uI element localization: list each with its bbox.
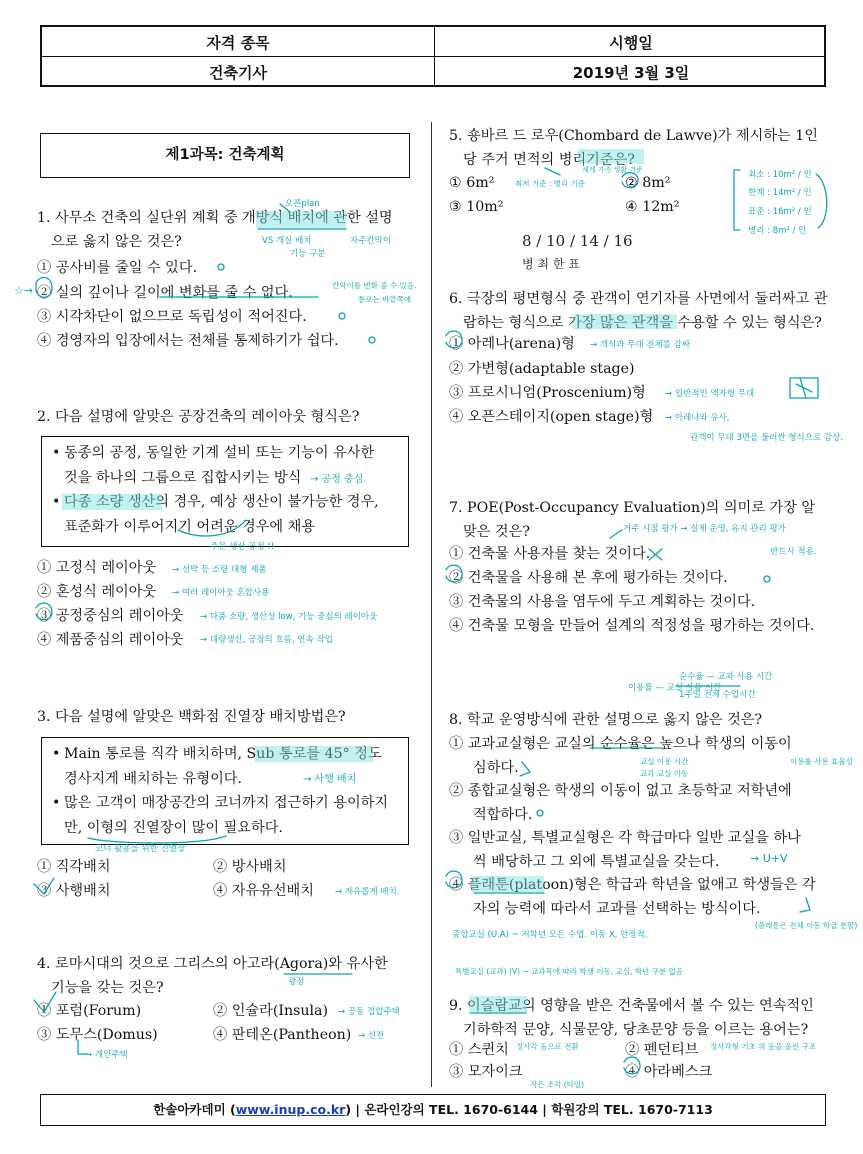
- q7-mark-2: [764, 576, 770, 582]
- q4-domus-arrow: [78, 1040, 88, 1054]
- q8-option-3-line2: 씩 배당하고 그 외에 특별교실을 갖는다.: [473, 854, 720, 870]
- q8-option-2-line1: ② 종합교실형은 학생의 이동이 없고 초등학교 저학년에: [449, 783, 792, 799]
- footer-website-link[interactable]: www.inup.co.kr: [235, 1102, 346, 1117]
- q7-line2: 맞은 것은?: [463, 524, 530, 540]
- q3-answer-check: [34, 878, 54, 894]
- q6-answer-circle: [446, 331, 462, 348]
- anno-q2-b1: → 공정 중심.: [310, 474, 367, 485]
- q8-option-4-line1: ④ 플래툰(platoon)형은 학급과 학년을 없애고 학생들은 각: [449, 877, 816, 893]
- q9-answer-circle: [624, 1057, 640, 1074]
- anno-q6-o4b: 관객이 무대 3면을 둘러싼 형식으로 감상.: [690, 433, 843, 443]
- anno-q3-b1: → 사행 배치: [303, 774, 357, 785]
- q9-option-4[interactable]: ④ 아라베스크: [625, 1064, 713, 1080]
- anno-q2-o2: → 여러 레이아웃 혼합사용: [172, 588, 270, 598]
- q3-curve: [88, 836, 226, 843]
- star-mark: ☆→: [14, 284, 34, 297]
- q6-line1: 6. 극장의 평면형식 중 관객이 연기자를 사면에서 둘러싸고 관: [449, 291, 828, 307]
- q3-box-line2a: 많은 고객이 매장공간의 코너까지 접근하기 용이하지: [64, 795, 389, 811]
- q4-line1: 4. 로마시대의 것으로 그리스의 아고라(Agora)와 유사한: [37, 956, 388, 972]
- footer-bar: [40, 1094, 826, 1126]
- header-date-label: 시행일: [609, 34, 653, 52]
- q6-line2: 람하는 형식으로 가장 많은 관객을 수용할 수 있는 형식은?: [463, 315, 822, 331]
- q1-option-1[interactable]: ① 공사비를 줄일 수 있다.: [37, 260, 198, 276]
- anno-q5-seq2: 병 최 한 표: [522, 257, 580, 271]
- footer-close: ): [345, 1102, 352, 1117]
- anno-q6-o1: → 객석과 무대 전체를 감싸: [590, 340, 691, 350]
- q4-option-3[interactable]: ③ 도무스(Domus): [37, 1027, 158, 1043]
- anno-q8-top2: 1주일 전체 수업시간: [679, 690, 756, 700]
- q9-line1: 9. 이슬람교의 영향을 받은 건축물에서 볼 수 있는 연속적인: [449, 998, 814, 1014]
- q4-option-2[interactable]: ② 인슐라(Insula): [213, 1003, 329, 1019]
- q5-option-1[interactable]: ① 6m²: [449, 175, 495, 191]
- q7-answer-circle: [446, 565, 462, 582]
- q8-mark-1: [520, 762, 530, 776]
- q6-option-3[interactable]: ③ 프로시니엄(Proscenium)형: [449, 385, 646, 401]
- q6-option-2[interactable]: ② 가변형(adaptable stage): [449, 361, 635, 377]
- subject-title: 제1과목: 건축계획: [40, 133, 410, 178]
- q3-box-line1b: 경사지게 배치하는 유형이다.: [64, 770, 242, 787]
- q9-option-1[interactable]: ① 스퀸치: [449, 1042, 509, 1058]
- anno-q8-top: 순수율 — 교과 사용 시간: [679, 672, 773, 682]
- anno-q1-o2: 칸막이를 변화 줄 수 있음.: [332, 281, 417, 290]
- q5-option-3[interactable]: ③ 10m²: [449, 199, 504, 215]
- q2-option-1[interactable]: ① 고정식 레이아웃: [37, 560, 157, 576]
- anno-q5-top: 세계 가족 생활 기준: [582, 166, 643, 174]
- q8-option-2-line2: 적합하다.: [473, 807, 533, 823]
- question-3: 3. 다음 설명에 알맞은 백화점 진열장 배치방법은?: [37, 709, 346, 725]
- anno-q9-o3: 작은 조각 (타일): [530, 1080, 585, 1089]
- q5-bracket: [734, 170, 740, 230]
- anno-q2-o1: → 선박 등 소량 대형 제품: [172, 565, 267, 575]
- anno-q5-seq: 8 / 10 / 14 / 16: [522, 232, 633, 250]
- anno-q5-b2: 한계 : 14m² / 인: [748, 188, 812, 198]
- q2-option-4[interactable]: ④ 제품중심의 레이아웃: [37, 632, 184, 648]
- anno-q6-o4: → 아레나와 유사,: [665, 413, 730, 423]
- anno-q8-left: 이용률 — 교실 사용 시간: [628, 683, 722, 693]
- q4-option-4[interactable]: ④ 판테온(Pantheon): [213, 1027, 352, 1043]
- question-8: 8. 학교 운영방식에 관한 설명으로 옳지 않은 것은?: [449, 712, 763, 728]
- anno-q5-b1: 최소 : 10m² / 인: [748, 170, 812, 180]
- q9-option-3[interactable]: ③ 모자이크: [449, 1064, 523, 1080]
- footer-academy: 한솔아카데미 (: [153, 1102, 236, 1117]
- q5-brace: [816, 174, 827, 228]
- q6-option-1[interactable]: ① 아레나(arena)형: [449, 336, 575, 352]
- anno-q9-o2: 정사각형 기초 위 돔을 올린 구조: [710, 1042, 817, 1051]
- q7-line1: 7. POE(Post-Occupancy Evaluation)의 의미로 가장 알: [449, 500, 816, 516]
- q1-option-4[interactable]: ④ 경영자의 입장에서는 전체를 통제하기가 쉽다.: [37, 333, 339, 349]
- anno-q8-u: 종합교실 (U.A) ~ 저학년 모든 수업. 이동 X, 안정적.: [452, 930, 648, 940]
- q3-option-1[interactable]: ① 직각배치: [37, 859, 111, 875]
- q2-option-3[interactable]: ③ 공정중심의 레이아웃: [37, 608, 184, 624]
- anno-q7-top2: 반드시 적용.: [770, 547, 817, 557]
- anno-q1-top: 오픈plan: [285, 199, 320, 209]
- q6-stage-sketch: [790, 378, 818, 398]
- q3-option-4[interactable]: ④ 자유유선배치: [213, 883, 314, 899]
- q4-option-1[interactable]: ① 포럼(Forum): [37, 1003, 142, 1019]
- q5-answer-circle: [622, 173, 638, 188]
- q8-option-1-line2: 심하다.: [473, 760, 519, 776]
- q2-box-line1b: 것을 하나의 그룹으로 집합시키는 방식: [64, 469, 302, 486]
- anno-q8-o1b: 이용률 사용 효율성: [790, 757, 853, 766]
- anno-q4-pantheon: → 신전: [358, 1031, 385, 1041]
- q1-line2: 으로 옳지 않은 것은?: [51, 234, 182, 250]
- q3-option-2[interactable]: ② 방사배치: [213, 859, 287, 875]
- q7-option-2[interactable]: ② 건축물을 사용해 본 후에 평가하는 것이다.: [449, 570, 728, 586]
- question-2: 2. 다음 설명에 알맞은 공장건축의 레이아웃 형식은?: [37, 409, 360, 425]
- q7-arrow: [610, 530, 622, 538]
- anno-q3-b2: 코너 활용을 위한 진열장: [95, 844, 186, 854]
- q5-arrow: [545, 168, 560, 175]
- q5-option-4[interactable]: ④ 12m²: [625, 199, 680, 215]
- q4-answer-check: [34, 992, 56, 1012]
- anno-q2-b2: 주문 생산 공정 !!: [210, 542, 275, 552]
- q1-line1: 1. 사무소 건축의 실단위 계획 중 개방식 배치에 관한 설명: [37, 210, 393, 226]
- q8-option-3-line1: ③ 일반교실, 특별교실형은 각 학급마다 일반 교실을 하나: [449, 830, 801, 846]
- q1-option-2[interactable]: ② 실의 깊이나 길이에 변화를 줄 수 없다.: [37, 285, 293, 301]
- anno-q7-top: 거주 시점 평가 → 실제 운영, 유지 관리 평가: [623, 524, 786, 534]
- q8-mark-4: [800, 898, 810, 912]
- q3-box-line1a: Main 통로를 직각 배치하며, Sub 통로를 45° 정도: [64, 746, 382, 762]
- q3-info-box: • Main 통로를 직각 배치하며, Sub 통로를 45° 정도 경사지게 배치하는 유형이다. • 많은 고객이 매장공간의 코너까지 접근하기 용이하지 만, 이형의 진열장이 많이 필요하다.: [41, 737, 409, 845]
- anno-q4-agora: 광장: [288, 977, 305, 987]
- anno-q5-b3: 표준 : 16m² / 인: [748, 207, 812, 217]
- q4-line2: 기능을 갖는 것은?: [51, 980, 164, 996]
- anno-q4-domus: → 개인주택: [85, 1050, 128, 1060]
- footer-phone-info: | 온라인강의 TEL. 1670-6144 | 학원강의 TEL. 1670-7113: [355, 1102, 713, 1117]
- q8-answer-circle: [446, 871, 462, 888]
- anno-q1-vs3: 기능 구분: [290, 249, 326, 259]
- q2-box-line1a: 동종의 공정, 동일한 기계 설비 또는 기능이 유사한: [64, 445, 375, 461]
- anno-q8-o1: 교실 이용 시간: [640, 757, 689, 766]
- q2-answer-circle: [36, 603, 52, 620]
- q3-box-line2b: 만, 이형의 진열장이 많이 필요하다.: [64, 819, 283, 836]
- anno-q8-d: (플래툰은 전체 이동 학급 분할): [755, 921, 858, 930]
- q7-option-3[interactable]: ③ 건축물의 사용을 염두에 두고 계획하는 것이다.: [449, 594, 756, 610]
- q2-box-line2b: 표준화가 이루어지기 어려운 경우에 채용: [64, 518, 316, 535]
- q1-arrow: [280, 204, 290, 212]
- q7-option-1[interactable]: ① 건축물 사용자를 찾는 것이다.: [449, 546, 651, 562]
- anno-q6-o3: → 일반적인 액자형 무대: [665, 389, 755, 399]
- q2-box-line2a: 다종 소량 생산의 경우, 예상 생산이 불가능한 경우,: [64, 494, 379, 510]
- q2-curve: [178, 520, 246, 536]
- q2-info-box: • 동종의 공정, 동일한 기계 설비 또는 기능이 유사한 것을 하나의 그룹으로 집합시키는 방식 • 다종 소량 생산의 경우, 예상 생산이 불가능한 경우, 표준화가 이루어지기 어려운 경우에 채용: [41, 436, 409, 547]
- q3-option-3[interactable]: ③ 사행배치: [37, 883, 111, 899]
- anno-q1-vs2: 자주칸막이: [350, 236, 392, 246]
- q9-line2: 기하학적 문양, 식물문양, 당초문양 등을 이르는 용어는?: [463, 1022, 809, 1038]
- q1-mark-1: [218, 264, 224, 270]
- q6-option-4[interactable]: ④ 오픈스테이지(open stage)형: [449, 409, 654, 425]
- q1-option-3[interactable]: ③ 시각차단이 없으므로 독립성이 적어진다.: [37, 309, 307, 325]
- q8-option-4-line2: 자의 능력에 따라서 교과를 선택하는 방식이다.: [473, 901, 761, 917]
- anno-q5-b4: 병리 : 8m² / 인: [748, 226, 807, 236]
- q5-line1: 5. 숑바르 드 로우(Chombard de Lawve)가 제시하는 1인: [449, 128, 818, 144]
- anno-q3-o4: → 자유롭게 배치.: [335, 887, 400, 897]
- q7-x-mark: [649, 549, 662, 560]
- q5-line2: 당 주거 면적의 병리기준은?: [463, 152, 635, 168]
- anno-q1-o2b: 통로는 바깥쪽에: [358, 295, 412, 304]
- q1-mark-3: [339, 313, 345, 319]
- q9-option-2[interactable]: ② 펜던티브: [625, 1042, 699, 1058]
- q8-option-1-line1: ① 교과교실형은 교실의 순수율은 높으나 학생의 이동이: [449, 736, 792, 752]
- anno-q2-o4: → 대량생산, 공정의 흐름, 연속 작업: [200, 635, 333, 645]
- anno-q9-o1: 정사각 돔으로 전환: [516, 1042, 579, 1051]
- q5-option-2[interactable]: ② 8m²: [625, 175, 671, 191]
- q1-mark-4: [369, 337, 375, 343]
- header-date-value: 2019년 3월 3일: [572, 64, 690, 82]
- anno-q8-v: 특별교실 (교과) (V) ~ 교과목에 따라 학생 이동, 교실, 학년 구분 없음: [455, 967, 683, 976]
- anno-q2-o3: → 다품 소량, 생산성 low, 기능 중심의 레이아웃: [200, 612, 378, 622]
- q7-option-4[interactable]: ④ 건축물 모형을 만들어 설계의 적정성을 평가하는 것이다.: [449, 618, 815, 634]
- anno-q8-o1c: 교과 교실 이동: [640, 769, 689, 778]
- q2-option-2[interactable]: ② 혼성식 레이아웃: [37, 584, 157, 600]
- anno-q8-o3: → U+V: [750, 852, 788, 865]
- q1-answer-circle: [36, 277, 52, 297]
- anno-q5-left: 최저 기준 : 병리 기준: [515, 179, 586, 188]
- header-subject-label: 자격 종목: [206, 34, 270, 52]
- q8-mark-2: [537, 810, 543, 816]
- header-subject-value: 건축기사: [209, 64, 267, 82]
- anno-q4-insula: → 공동 집합주택: [338, 1007, 400, 1017]
- anno-q1-vs: VS 개실 배치: [262, 236, 312, 246]
